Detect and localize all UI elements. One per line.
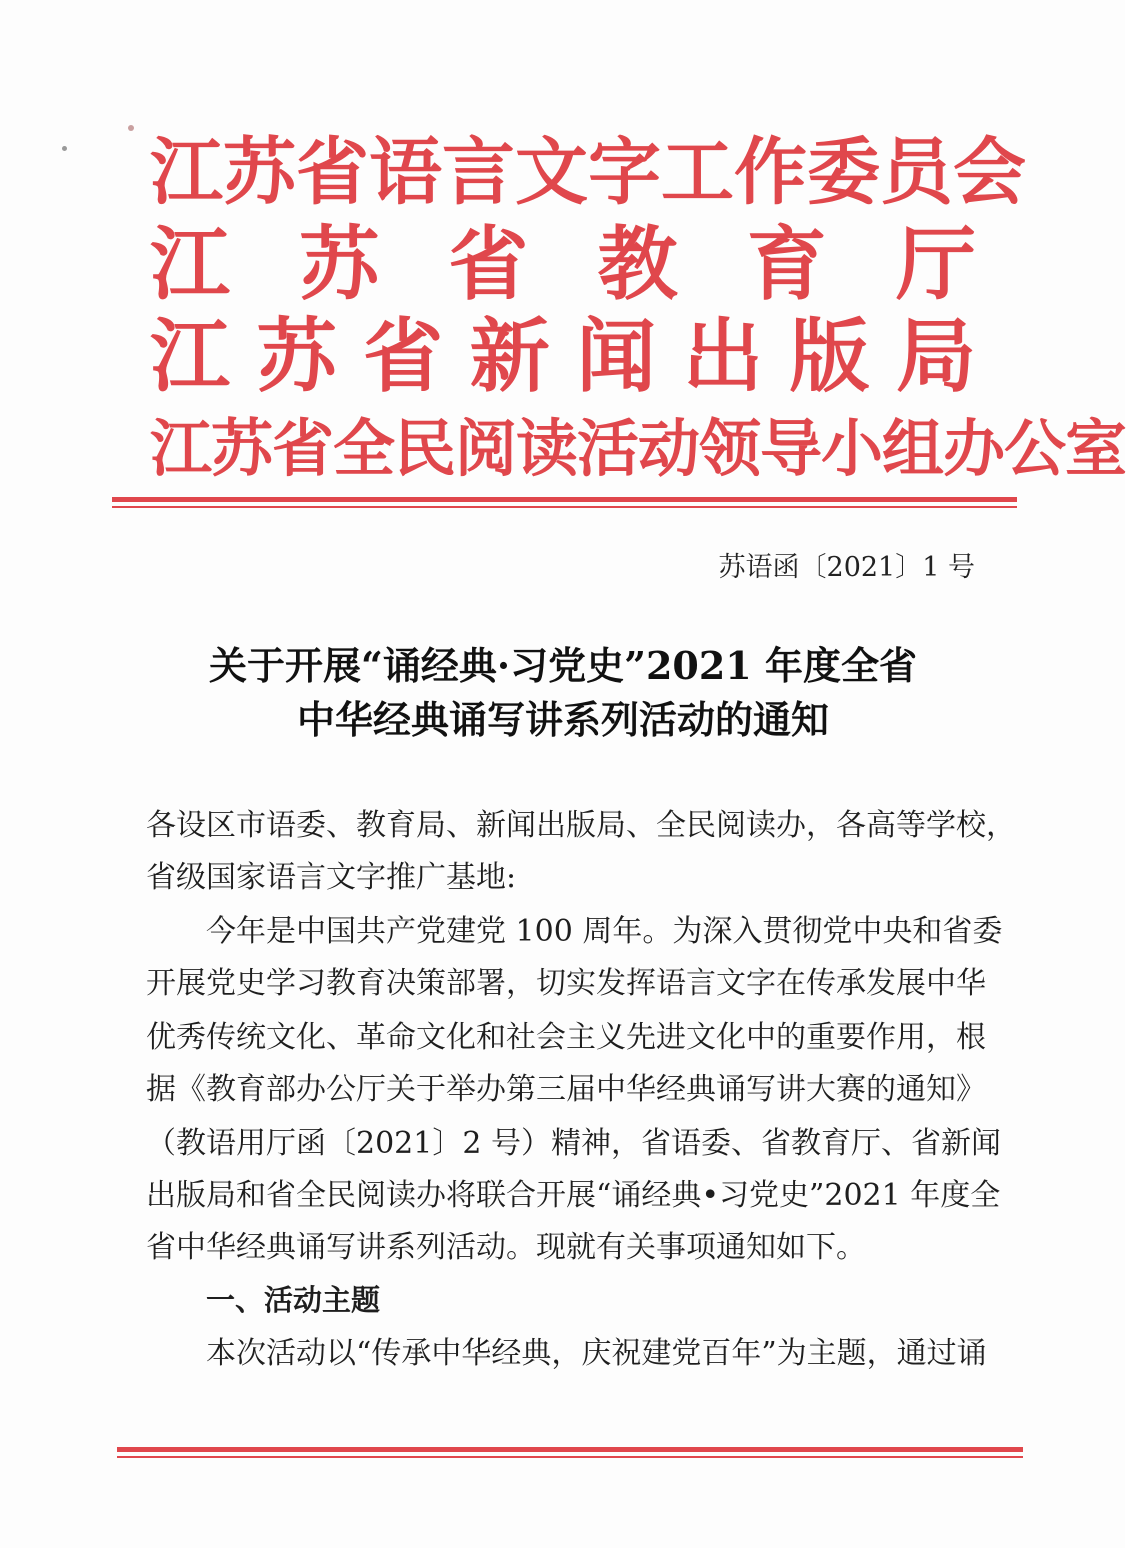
letterhead-separator-thick <box>112 497 1017 502</box>
body-line-addressees-cont: 省级国家语言文字推广基地: <box>146 860 517 895</box>
issuer-char: 出 <box>682 310 763 403</box>
body-line-addressees: 各设区市语委、教育局、新闻出版局、全民阅读办，各高等学校， <box>146 808 1016 843</box>
body-line: 本次活动以“传承中华经典，庆祝建党百年”为主题，通过诵 <box>206 1336 987 1371</box>
issuer-char: 江 <box>150 218 230 311</box>
footer-separator-thin <box>117 1456 1023 1458</box>
issuer-line-press-publication-bureau <box>150 312 976 402</box>
document-title-line-1: 关于开展“诵经典·习党史”2021 年度全省 <box>209 643 917 688</box>
issuer-char: 厅 <box>895 218 976 311</box>
issuer-char: 苏 <box>256 310 337 403</box>
body-line: 省中华经典诵写讲系列活动。现就有关事项通知如下。 <box>146 1230 866 1265</box>
issuer-char: 育 <box>746 218 827 311</box>
issuer-char: 教 <box>597 218 678 311</box>
issuer-char: 省 <box>363 310 444 403</box>
issuer-char: 省 <box>448 218 529 311</box>
footer-separator-thick <box>117 1447 1023 1452</box>
document-title-line-2: 中华经典诵写讲系列活动的通知 <box>296 697 829 742</box>
letterhead-separator-thin <box>112 506 1017 508</box>
scan-speck <box>62 146 67 151</box>
issuer-line-education-department <box>150 220 976 310</box>
body-line: 据《教育部办公厅关于举办第三届中华经典诵写讲大赛的通知》 <box>146 1072 986 1107</box>
body-line: 今年是中国共产党建党 100 周年。为深入贯彻党中央和省委 <box>206 914 1003 949</box>
body-line: 优秀传统文化、革命文化和社会主义先进文化中的重要作用，根 <box>146 1020 986 1055</box>
issuer-char: 版 <box>789 310 870 403</box>
issuer-char: 局 <box>895 310 976 403</box>
body-line: （教语用厅函〔2021〕2 号）精神，省语委、省教育厅、省新闻 <box>146 1126 1001 1161</box>
issuer-line-language-committee: 江苏省语言文字工作委员会 <box>150 130 1026 215</box>
issuer-char: 闻 <box>576 310 657 403</box>
document-number: 苏语函〔2021〕1 号 <box>718 552 975 583</box>
scan-speck <box>128 125 134 131</box>
section-heading-activity-theme: 一、活动主题 <box>206 1283 381 1317</box>
issuer-char: 新 <box>469 310 550 403</box>
body-line: 开展党史学习教育决策部署，切实发挥语言文字在传承发展中华 <box>146 966 986 1001</box>
issuer-line-reading-office: 江苏省全民阅读活动领导小组办公室 <box>150 412 1126 485</box>
issuer-char: 苏 <box>299 218 380 311</box>
issuer-char: 江 <box>150 310 230 403</box>
body-line: 出版局和省全民阅读办将联合开展“诵经典•习党史”2021 年度全 <box>146 1178 1001 1213</box>
